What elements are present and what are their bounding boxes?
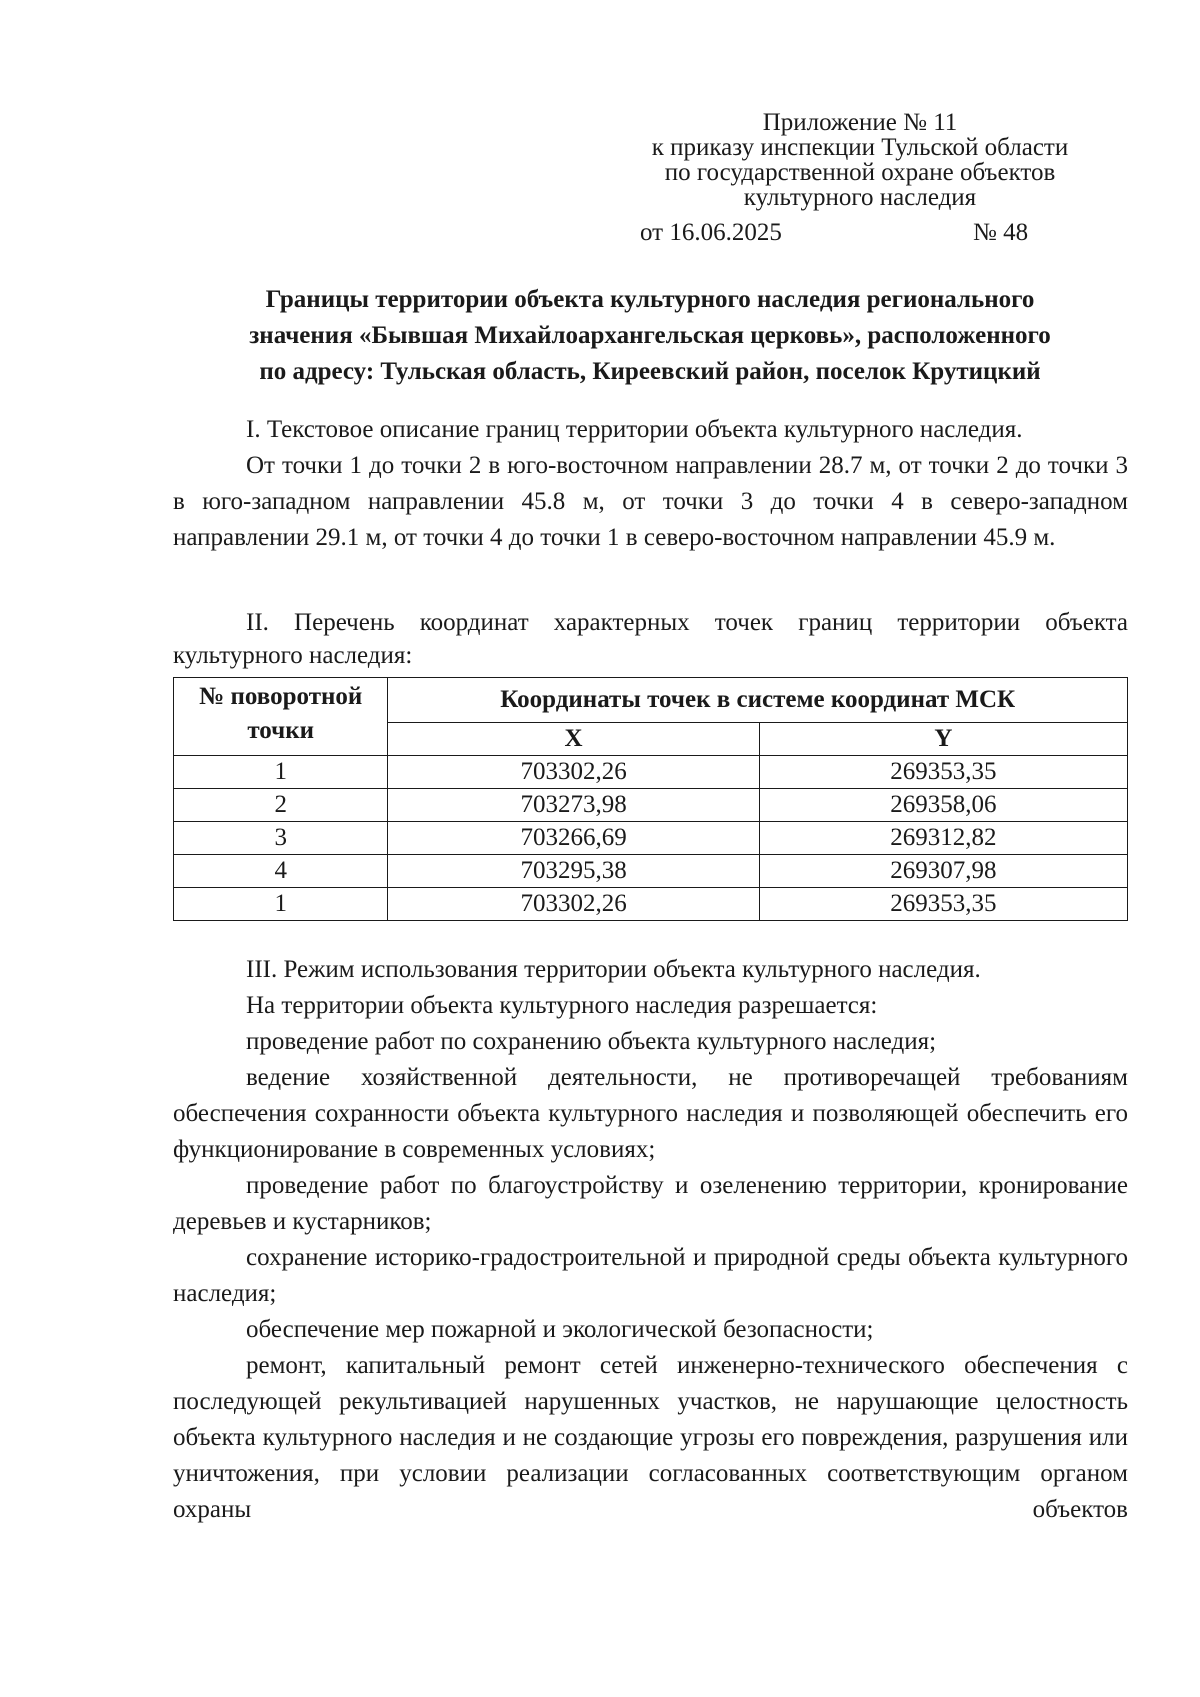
y-cell: 269358,06	[759, 789, 1127, 822]
allowed-item: проведение работ по сохранению объекта культурного наследия;	[246, 1028, 937, 1055]
point-cell: 3	[174, 822, 388, 855]
column-x-header: X	[388, 723, 759, 756]
section-3	[173, 952, 1128, 1528]
point-cell: 1	[174, 888, 388, 921]
section-2	[173, 606, 1128, 672]
table-header-row	[174, 678, 1128, 723]
x-cell: 703266,69	[388, 822, 759, 855]
allowed-item: сохранение историко-градостроительной и природной среды объекта культурного наследия;	[173, 1244, 1128, 1307]
x-cell: 703302,26	[388, 756, 759, 789]
appendix-number: Приложение № 11	[762, 109, 958, 136]
table-row	[174, 855, 1128, 888]
document-title	[172, 282, 1128, 390]
allowed-item: ведение хозяйственной деятельности, не противоречащей требованиям обеспечения сохранности объекта культурного наследия и позволяющей обеспечить его функционирование в современных условиях;	[173, 1064, 1128, 1163]
allowed-item: ремонт, капитальный ремонт сетей инженерно-технического обеспечения с последующей рекультивацией нарушенных участков, не нарушающие целостность объекта культурного наследия и не создающие угрозы его повреждения, разрушения или уничтожения, при условии реализации согласованных соответствующим органом охраны объектов	[173, 1352, 1128, 1523]
point-cell: 4	[174, 855, 388, 888]
order-number: № 48	[973, 219, 1029, 246]
x-cell: 703295,38	[388, 855, 759, 888]
section-3-intro: На территории объекта культурного наследия разрешается:	[246, 992, 878, 1019]
appendix-line-4: культурного наследия	[743, 184, 977, 211]
allowed-item: обеспечение мер пожарной и экологической безопасности;	[246, 1316, 874, 1343]
section-1-body: От точки 1 до точки 2 в юго-восточном направлении 28.7 м, от точки 2 до точки 3 в юго-западном направлении 45.8 м, от точки 3 до точки 4 в северо-западном направлении 29.1 м, от точки 4 до точки 1 в северо-восточном направлении 45.9 м.	[173, 452, 1128, 551]
appendix-header	[580, 110, 1140, 210]
title-line-2: значения «Бывшая Михайлоархангельская церковь», расположенного	[249, 322, 1051, 349]
y-cell: 269307,98	[759, 855, 1127, 888]
title-line-3: по адресу: Тульская область, Киреевский район, поселок Крутицкий	[259, 358, 1041, 385]
y-cell: 269353,35	[759, 888, 1127, 921]
allowed-item: проведение работ по благоустройству и озеленению территории, кронирование деревьев и кустарников;	[173, 1172, 1128, 1235]
table-row	[174, 789, 1128, 822]
y-cell: 269353,35	[759, 756, 1127, 789]
table-row	[174, 822, 1128, 855]
x-cell: 703302,26	[388, 888, 759, 921]
column-coords-header: Координаты точек в системе координат МСК	[388, 678, 1128, 723]
column-point-header: № поворотной точки	[174, 678, 388, 756]
appendix-line-2: к приказу инспекции Тульской области	[651, 134, 1069, 161]
title-line-1: Границы территории объекта культурного наследия регионального	[265, 286, 1035, 313]
appendix-line-3: по государственной охране объектов	[664, 159, 1056, 186]
section-3-heading: III. Режим использования территории объекта культурного наследия.	[246, 956, 981, 983]
point-cell: 1	[174, 756, 388, 789]
table-row	[174, 888, 1128, 921]
y-cell: 269312,82	[759, 822, 1127, 855]
x-cell: 703273,98	[388, 789, 759, 822]
section-1-heading: I. Текстовое описание границ территории объекта культурного наследия.	[246, 416, 1023, 443]
section-2-heading: II. Перечень координат характерных точек границ территории объекта культурного наследия:	[173, 609, 1128, 669]
section-1	[173, 412, 1128, 556]
coordinates-table	[173, 677, 1128, 921]
point-cell: 2	[174, 789, 388, 822]
order-date: от 16.06.2025	[640, 219, 782, 246]
column-y-header: Y	[759, 723, 1127, 756]
table-row	[174, 756, 1128, 789]
